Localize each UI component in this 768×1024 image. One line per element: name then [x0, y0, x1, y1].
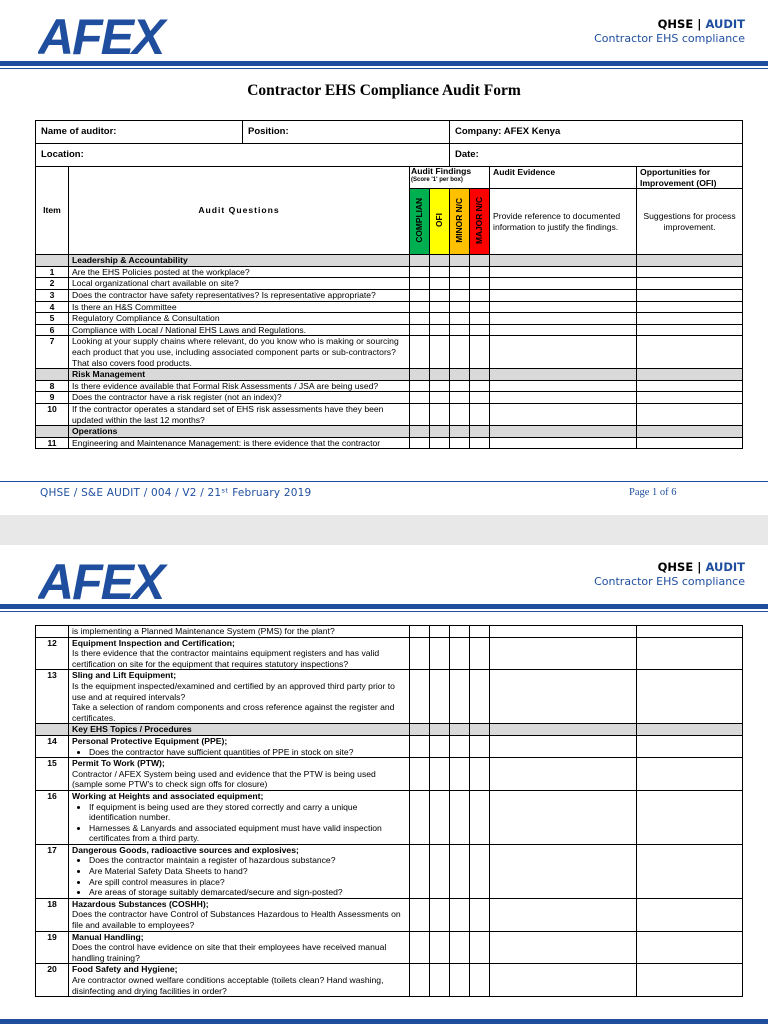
table-row [36, 898, 743, 931]
questions-header: Audit Questions [69, 167, 410, 255]
item-number: 9 [36, 392, 69, 404]
question-text: Is there evidence that the contractor maintains equipment registers and has valid certification on site for the equipment that requires statutory inspections? [72, 648, 380, 669]
audit-question [69, 637, 410, 670]
ofi-score[interactable] [430, 403, 450, 425]
audit-question [69, 670, 410, 724]
question-text: is implementing a Planned Maintenance System (PMS) for the plant? [72, 626, 335, 636]
compliant-score[interactable] [410, 426, 430, 438]
compliant-score[interactable] [410, 790, 430, 844]
question-title: Manual Handling; [72, 931, 144, 942]
qhse-label: QHSE [657, 17, 694, 31]
major-nc-score[interactable] [470, 626, 490, 638]
bullet-item: • Does the contractor maintain a register of hazardous substance? [89, 855, 406, 866]
ofi-score[interactable] [430, 392, 450, 404]
evidence-input[interactable] [490, 324, 637, 336]
compliant-score[interactable] [410, 637, 430, 670]
evidence-input[interactable] [490, 790, 637, 844]
major-nc-score[interactable] [470, 437, 490, 449]
minor-nc-score[interactable] [450, 324, 470, 336]
major-nc-column: MAJOR N/C [470, 189, 490, 255]
evidence-input[interactable] [490, 336, 637, 369]
ofi-input[interactable] [637, 289, 743, 301]
ofi-input[interactable] [637, 724, 743, 736]
bullet-item: • If equipment is being used are they stored correctly and carry a unique identification number. [89, 802, 406, 823]
ofi-score[interactable] [430, 380, 450, 392]
ofi-column: OFI [430, 189, 450, 255]
ofi-input[interactable] [637, 278, 743, 290]
item-number: 17 [36, 844, 69, 898]
evidence-input[interactable] [490, 437, 637, 449]
question-text: Does the contractor have Control of Substances Hazardous to Health Assessments on file and available to employees? [72, 909, 401, 931]
evidence-input[interactable] [490, 278, 637, 290]
ofi-input[interactable] [637, 336, 743, 369]
item-number: 8 [36, 380, 69, 392]
evidence-input[interactable] [490, 369, 637, 381]
compliant-score[interactable] [410, 844, 430, 898]
header-rule [0, 604, 768, 609]
section-row [36, 369, 743, 381]
minor-nc-score[interactable] [450, 724, 470, 736]
ofi-input[interactable] [637, 670, 743, 724]
findings-header: Audit Findings (Score '1' per box) [410, 167, 490, 189]
compliant-score[interactable] [410, 931, 430, 964]
bullet-item: • Are Material Safety Data Sheets to hand? [89, 866, 406, 877]
major-nc-score[interactable] [470, 898, 490, 931]
compliant-score[interactable] [410, 735, 430, 757]
question-title: Sling and Lift Equipment; [72, 670, 177, 681]
ofi-score[interactable] [430, 637, 450, 670]
ofi-score[interactable] [430, 266, 450, 278]
evidence-input[interactable] [490, 898, 637, 931]
compliant-score[interactable] [410, 266, 430, 278]
minor-nc-score[interactable] [450, 336, 470, 369]
ofi-input[interactable] [637, 790, 743, 844]
compliant-score[interactable] [410, 380, 430, 392]
ofi-score[interactable] [430, 336, 450, 369]
question-title: Permit To Work (PTW); [72, 758, 165, 769]
item-number: 19 [36, 931, 69, 964]
evidence-input[interactable] [490, 626, 637, 638]
ofi-input[interactable] [637, 369, 743, 381]
item-number: 7 [36, 336, 69, 369]
section-num [36, 255, 69, 267]
compliant-score[interactable] [410, 301, 430, 313]
section-title: Leadership & Accountability [69, 255, 410, 267]
item-number: 20 [36, 964, 69, 997]
ofi-input[interactable] [637, 324, 743, 336]
major-nc-score[interactable] [470, 392, 490, 404]
compliant-score[interactable] [410, 403, 430, 425]
section-row [36, 724, 743, 736]
audit-question: Engineering and Maintenance Management: is there evidence that the contractor [69, 437, 410, 449]
svg-text:AFEX: AFEX [38, 10, 164, 58]
ofi-score[interactable] [430, 301, 450, 313]
minor-nc-score[interactable] [450, 278, 470, 290]
item-header: Item [36, 167, 69, 255]
major-nc-score[interactable] [470, 844, 490, 898]
item-number: 2 [36, 278, 69, 290]
evidence-input[interactable] [490, 735, 637, 757]
minor-nc-score[interactable] [450, 380, 470, 392]
minor-nc-score[interactable] [450, 437, 470, 449]
page-2 [0, 545, 768, 1024]
ofi-input[interactable] [637, 844, 743, 898]
table-row [36, 278, 743, 290]
footer-page-number: Page 1 of 6 [629, 487, 677, 498]
ofi-score[interactable] [430, 898, 450, 931]
section-num [36, 369, 69, 381]
major-nc-score[interactable] [470, 336, 490, 369]
compliant-score[interactable] [410, 255, 430, 267]
item-number: 11 [36, 437, 69, 449]
ofi-score[interactable] [430, 324, 450, 336]
item-number: 16 [36, 790, 69, 844]
audit-question [69, 898, 410, 931]
compliant-score[interactable] [410, 336, 430, 369]
minor-nc-score[interactable] [450, 758, 470, 791]
compliant-score[interactable] [410, 289, 430, 301]
table-row [36, 437, 743, 449]
ofi-score[interactable] [430, 313, 450, 325]
section-num [36, 724, 69, 736]
item-number: 6 [36, 324, 69, 336]
ofi-score[interactable] [430, 437, 450, 449]
table-row [36, 844, 743, 898]
minor-nc-score[interactable] [450, 266, 470, 278]
audit-question [69, 758, 410, 791]
evidence-input[interactable] [490, 931, 637, 964]
minor-nc-score[interactable] [450, 844, 470, 898]
audit-question: Compliance with Local / National EHS Laws and Regulations. [69, 324, 410, 336]
major-nc-score[interactable] [470, 403, 490, 425]
audit-question: Are the EHS Policies posted at the workplace? [69, 266, 410, 278]
compliant-score[interactable] [410, 724, 430, 736]
section-title: Operations [69, 426, 410, 438]
question-text: Are contractor owned welfare conditions acceptable (toilets clean? Hand washing, disinfecting and drying facilities in order? [72, 975, 384, 996]
ofi-input[interactable] [637, 437, 743, 449]
major-nc-score[interactable] [470, 931, 490, 964]
table-row [36, 313, 743, 325]
compliant-score[interactable] [410, 964, 430, 997]
compliant-score[interactable] [410, 670, 430, 724]
audit-question [69, 735, 410, 757]
minor-nc-score[interactable] [450, 790, 470, 844]
audit-question: Does the contractor have safety representatives? Is representative appropriate? [69, 289, 410, 301]
evidence-input[interactable] [490, 724, 637, 736]
question-bullets [72, 802, 406, 844]
header-info: QHSE | AUDIT Contractor EHS compliance [594, 560, 745, 588]
minor-nc-score[interactable] [450, 898, 470, 931]
question-title: Equipment Inspection and Certification; [72, 637, 235, 648]
audit-question: Looking at your supply chains where relevant, do you know who is making or sourcing each product that you use, including associated component parts or sub-contractors? That also covers food products. [69, 336, 410, 369]
audit-question [69, 964, 410, 997]
question-text: Take a selection of random components and cross reference against the register and certificates. [72, 702, 395, 723]
table-row [36, 758, 743, 791]
compliant-score[interactable] [410, 369, 430, 381]
ofi-header: Opportunities for Improvement (OFI) [637, 167, 743, 189]
evidence-input[interactable] [490, 255, 637, 267]
item-number: 12 [36, 637, 69, 670]
question-bullets [72, 855, 406, 897]
compliant-score[interactable] [410, 313, 430, 325]
question-title: Working at Heights and associated equipment; [72, 790, 264, 801]
ofi-score[interactable] [430, 426, 450, 438]
table-row [36, 964, 743, 997]
position-field[interactable]: Position: [243, 121, 450, 144]
table-row [36, 336, 743, 369]
ofi-input[interactable] [637, 301, 743, 313]
audit-question [69, 931, 410, 964]
compliant-score[interactable] [410, 758, 430, 791]
ofi-score[interactable] [430, 964, 450, 997]
table-row [36, 380, 743, 392]
ofi-input[interactable] [637, 758, 743, 791]
ofi-input[interactable] [637, 266, 743, 278]
question-bullets [72, 747, 406, 758]
header-subtitle: Contractor EHS compliance [594, 32, 745, 45]
minor-nc-score[interactable] [450, 369, 470, 381]
item-number: 5 [36, 313, 69, 325]
question-text: Contractor / AFEX System being used and evidence that the PTW is being used (sample some PTW's to check sign offs for closure) [72, 768, 376, 790]
minor-nc-column: MINOR N/C [450, 189, 470, 255]
item-number [36, 626, 69, 638]
header-rule [0, 61, 768, 66]
company-field[interactable]: Company: AFEX Kenya [450, 121, 743, 144]
major-nc-score[interactable] [470, 758, 490, 791]
bullet-item: • Are spill control measures in place? [89, 877, 406, 888]
ofi-score[interactable] [430, 670, 450, 724]
svg-text:AFEX: AFEX [38, 555, 164, 603]
major-nc-score[interactable] [470, 255, 490, 267]
item-number: 10 [36, 403, 69, 425]
minor-nc-score[interactable] [450, 735, 470, 757]
audit-question: Does the contractor have a risk register (not an index)? [69, 392, 410, 404]
ofi-input[interactable] [637, 426, 743, 438]
question-text: Does the control have evidence on site that their employees have received manual handling training? [72, 942, 387, 963]
item-number: 4 [36, 301, 69, 313]
table-row [36, 735, 743, 757]
evidence-input[interactable] [490, 403, 637, 425]
ofi-score[interactable] [430, 790, 450, 844]
table-row [36, 392, 743, 404]
major-nc-score[interactable] [470, 964, 490, 997]
section-row [36, 255, 743, 267]
ofi-input[interactable] [637, 964, 743, 997]
ofi-input[interactable] [637, 637, 743, 670]
ofi-input[interactable] [637, 931, 743, 964]
table-row [36, 626, 743, 638]
question-title: Dangerous Goods, radioactive sources and explosives; [72, 844, 299, 855]
ofi-note: Suggestions for process improvement. [637, 189, 743, 255]
question-text: Is the equipment inspected/examined and certified by an approved third party prior to use and at required intervals? [72, 680, 395, 702]
section-num [36, 426, 69, 438]
evidence-input[interactable] [490, 964, 637, 997]
footer-doc-ref: QHSE / S&E AUDIT / 004 / V2 / 21ˢᵗ February 2019 [40, 487, 312, 499]
major-nc-score[interactable] [470, 313, 490, 325]
minor-nc-score[interactable] [450, 964, 470, 997]
evidence-header: Audit Evidence [490, 167, 637, 189]
evidence-note: Provide reference to documented information to justify the findings. [490, 189, 637, 255]
evidence-input[interactable] [490, 289, 637, 301]
major-nc-score[interactable] [470, 426, 490, 438]
major-nc-score[interactable] [470, 301, 490, 313]
question-title: Hazardous Substances (COSHH); [72, 898, 209, 909]
ofi-score[interactable] [430, 255, 450, 267]
evidence-input[interactable] [490, 266, 637, 278]
major-nc-score[interactable] [470, 266, 490, 278]
compliant-score[interactable] [410, 437, 430, 449]
table-row [36, 266, 743, 278]
table-row [36, 931, 743, 964]
page-separator [0, 515, 768, 545]
compliant-score[interactable] [410, 392, 430, 404]
audit-question: Local organizational chart available on site? [69, 278, 410, 290]
audit-question: Regulatory Compliance & Consultation [69, 313, 410, 325]
form-title: Contractor EHS Compliance Audit Form [247, 82, 521, 99]
minor-nc-score[interactable] [450, 403, 470, 425]
evidence-input[interactable] [490, 637, 637, 670]
table-row [36, 324, 743, 336]
major-nc-score[interactable] [470, 289, 490, 301]
afex-logo [38, 10, 190, 58]
header-info: QHSE | AUDIT Contractor EHS compliance [594, 17, 745, 45]
minor-nc-score[interactable] [450, 301, 470, 313]
ofi-input[interactable] [637, 255, 743, 267]
item-number: 14 [36, 735, 69, 757]
compliant-score[interactable] [410, 898, 430, 931]
bullet-item: • Harnesses & Lanyards and associated equipment must have valid inspection certificates from a third party. [89, 823, 406, 844]
location-field[interactable]: Location: [36, 144, 450, 167]
evidence-input[interactable] [490, 380, 637, 392]
info-table [35, 120, 743, 167]
audit-table-page1 [35, 166, 743, 449]
major-nc-score[interactable] [470, 380, 490, 392]
audit-question [69, 844, 410, 898]
minor-nc-score[interactable] [450, 313, 470, 325]
table-row [36, 403, 743, 425]
minor-nc-score[interactable] [450, 289, 470, 301]
compliant-score[interactable] [410, 626, 430, 638]
evidence-input[interactable] [490, 301, 637, 313]
audit-question [69, 790, 410, 844]
ofi-score[interactable] [430, 626, 450, 638]
evidence-input[interactable] [490, 392, 637, 404]
audit-question: If the contractor operates a standard set of EHS risk assessments have they been updated within the last 12 months? [69, 403, 410, 425]
table-row [36, 790, 743, 844]
ofi-score[interactable] [430, 758, 450, 791]
major-nc-score[interactable] [470, 324, 490, 336]
ofi-input[interactable] [637, 626, 743, 638]
ofi-score[interactable] [430, 735, 450, 757]
ofi-input[interactable] [637, 898, 743, 931]
minor-nc-score[interactable] [450, 255, 470, 267]
major-nc-score[interactable] [470, 735, 490, 757]
bullet-item: • Does the contractor have sufficient quantities of PPE in stock on site? [89, 747, 406, 758]
item-number: 3 [36, 289, 69, 301]
audit-question: Is there an H&S Committee [69, 301, 410, 313]
major-nc-score[interactable] [470, 724, 490, 736]
audit-table-page2 [35, 625, 743, 997]
audit-question [69, 626, 410, 638]
major-nc-score[interactable] [470, 670, 490, 724]
evidence-input[interactable] [490, 426, 637, 438]
section-title: Key EHS Topics / Procedures [69, 724, 410, 736]
ofi-score[interactable] [430, 844, 450, 898]
minor-nc-score[interactable] [450, 426, 470, 438]
ofi-score[interactable] [430, 289, 450, 301]
evidence-input[interactable] [490, 844, 637, 898]
compliant-column: COMPLIAN [410, 189, 430, 255]
minor-nc-score[interactable] [450, 626, 470, 638]
question-title: Personal Protective Equipment (PPE); [72, 735, 228, 746]
table-row [36, 670, 743, 724]
question-title: Food Safety and Hygiene; [72, 964, 178, 975]
ofi-input[interactable] [637, 380, 743, 392]
major-nc-score[interactable] [470, 369, 490, 381]
ofi-input[interactable] [637, 403, 743, 425]
table-row [36, 301, 743, 313]
audit-label: AUDIT [705, 17, 745, 31]
table-row [36, 637, 743, 670]
section-row [36, 426, 743, 438]
minor-nc-score[interactable] [450, 670, 470, 724]
evidence-input[interactable] [490, 758, 637, 791]
ofi-score[interactable] [430, 724, 450, 736]
compliant-score[interactable] [410, 278, 430, 290]
audit-question: Is there evidence available that Formal Risk Assessments / JSA are being used? [69, 380, 410, 392]
minor-nc-score[interactable] [450, 392, 470, 404]
date-field[interactable]: Date: [450, 144, 743, 167]
ofi-input[interactable] [637, 392, 743, 404]
bullet-item: • Are areas of storage suitably demarcated/secure and sign-posted? [89, 887, 406, 898]
ofi-input[interactable] [637, 735, 743, 757]
compliant-score[interactable] [410, 324, 430, 336]
ofi-score[interactable] [430, 931, 450, 964]
major-nc-score[interactable] [470, 278, 490, 290]
evidence-input[interactable] [490, 313, 637, 325]
afex-logo [38, 555, 190, 603]
ofi-score[interactable] [430, 278, 450, 290]
item-number: 1 [36, 266, 69, 278]
minor-nc-score[interactable] [450, 637, 470, 670]
evidence-input[interactable] [490, 670, 637, 724]
item-number: 18 [36, 898, 69, 931]
ofi-score[interactable] [430, 369, 450, 381]
major-nc-score[interactable] [470, 637, 490, 670]
item-number: 15 [36, 758, 69, 791]
auditor-field[interactable]: Name of auditor: [36, 121, 243, 144]
item-number: 13 [36, 670, 69, 724]
minor-nc-score[interactable] [450, 931, 470, 964]
ofi-input[interactable] [637, 313, 743, 325]
table-row [36, 289, 743, 301]
major-nc-score[interactable] [470, 790, 490, 844]
section-title: Risk Management [69, 369, 410, 381]
